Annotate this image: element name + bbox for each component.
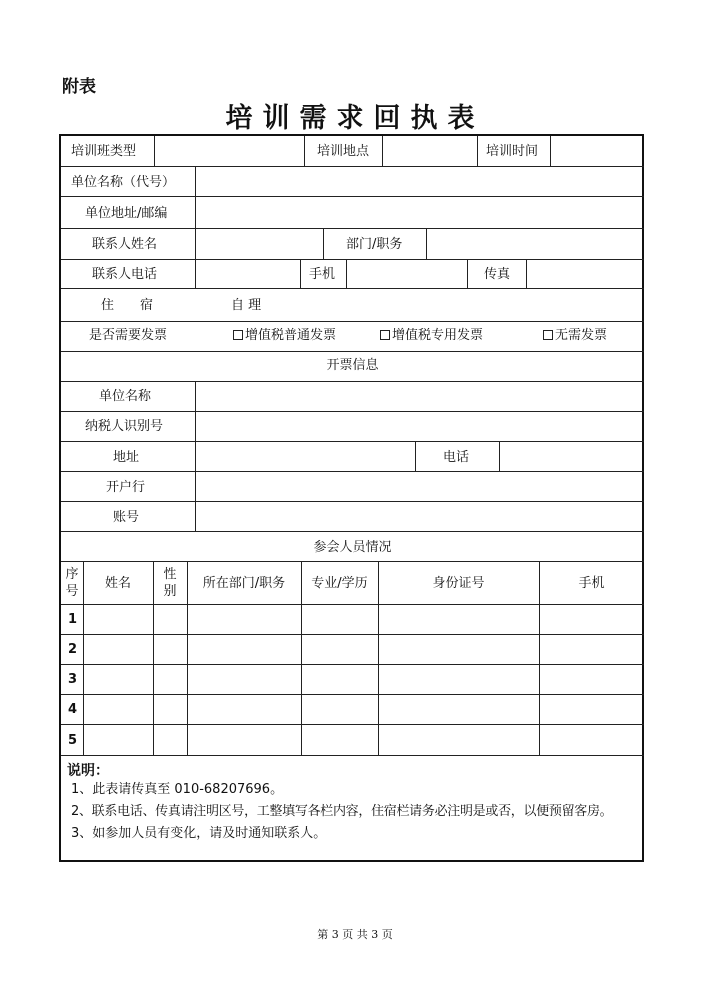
fax-label: 传真 bbox=[484, 267, 511, 282]
bank-field[interactable] bbox=[196, 472, 643, 500]
mobile-field[interactable] bbox=[347, 260, 466, 287]
contact-name-label: 联系人姓名 bbox=[92, 237, 158, 252]
row-number: 2 bbox=[68, 642, 78, 657]
bank-label: 开户行 bbox=[106, 480, 146, 495]
contact-name-field[interactable] bbox=[196, 229, 322, 258]
col-gender-header: 性别 bbox=[163, 567, 177, 599]
col-mobile-header: 手机 bbox=[578, 576, 605, 591]
account-label: 账号 bbox=[113, 510, 140, 525]
invoice-unit-name-label: 单位名称 bbox=[99, 389, 152, 404]
col-id-header: 身份证号 bbox=[432, 576, 485, 591]
account-field[interactable] bbox=[196, 502, 643, 530]
attendees-section-title: 参会人员情况 bbox=[313, 540, 392, 555]
note-item: 2、联系电话、传真请注明区号，工整填写各栏内容，住宿栏请务必注明是或否，以便预留客房。 bbox=[71, 804, 613, 819]
note-item: 1、此表请传真至 010-68207696。 bbox=[71, 782, 284, 797]
page-footer: 第 3 页 共 3 页 bbox=[317, 928, 393, 941]
note-item: 3、如参加人员有变化，请及时通知联系人。 bbox=[71, 826, 327, 841]
dept-label: 部门/职务 bbox=[346, 237, 403, 252]
class-type-field[interactable] bbox=[155, 138, 303, 165]
col-seq-header: 序号 bbox=[65, 567, 79, 599]
appendix-label: 附表 bbox=[62, 77, 96, 97]
lodging-label: 住 宿 bbox=[101, 298, 154, 313]
invoice-address-label: 地址 bbox=[113, 450, 140, 465]
checkbox-icon[interactable] bbox=[543, 330, 553, 340]
lodging-value: 自 理 bbox=[231, 298, 262, 313]
location-field[interactable] bbox=[383, 138, 476, 165]
invoice-phone-field[interactable] bbox=[500, 442, 643, 470]
unit-address-label: 单位地址/邮编 bbox=[85, 206, 168, 221]
invoice-unit-name-field[interactable] bbox=[196, 382, 643, 410]
invoice-need-label: 是否需要发票 bbox=[89, 328, 168, 343]
mobile-label: 手机 bbox=[309, 267, 336, 282]
time-label: 培训时间 bbox=[486, 144, 539, 159]
location-label: 培训地点 bbox=[317, 144, 370, 159]
unit-name-field[interactable] bbox=[196, 167, 643, 196]
col-dept-header: 所在部门/职务 bbox=[202, 576, 286, 591]
unit-name-label: 单位名称（代号） bbox=[71, 175, 176, 190]
tax-id-label: 纳税人识别号 bbox=[85, 419, 164, 434]
col-major-header: 专业/学历 bbox=[311, 576, 368, 591]
row-number: 3 bbox=[68, 672, 78, 687]
row-number: 4 bbox=[68, 702, 78, 717]
invoice-phone-label: 电话 bbox=[443, 450, 470, 465]
page-title: 培训需求回执表 bbox=[225, 103, 485, 134]
fax-field[interactable] bbox=[527, 260, 643, 287]
invoice-option-none[interactable]: 无需发票 bbox=[543, 328, 607, 344]
notes-title: 说明： bbox=[67, 763, 109, 779]
unit-address-field[interactable] bbox=[196, 197, 643, 227]
contact-phone-label: 联系人电话 bbox=[92, 267, 158, 282]
invoice-option-general[interactable]: 增值税普通发票 bbox=[233, 328, 336, 344]
form-table bbox=[59, 134, 644, 862]
row-number: 1 bbox=[68, 612, 78, 627]
invoice-section-title: 开票信息 bbox=[326, 358, 379, 373]
invoice-option-special[interactable]: 增值税专用发票 bbox=[380, 328, 483, 344]
checkbox-icon[interactable] bbox=[233, 330, 243, 340]
class-type-label: 培训班类型 bbox=[71, 144, 137, 159]
row-number: 5 bbox=[68, 733, 78, 748]
invoice-address-field[interactable] bbox=[196, 442, 414, 470]
dept-field[interactable] bbox=[427, 229, 643, 258]
col-name-header: 姓名 bbox=[104, 576, 131, 591]
time-field[interactable] bbox=[551, 138, 643, 165]
contact-phone-field[interactable] bbox=[196, 260, 299, 287]
tax-id-field[interactable] bbox=[196, 412, 643, 440]
checkbox-icon[interactable] bbox=[380, 330, 390, 340]
